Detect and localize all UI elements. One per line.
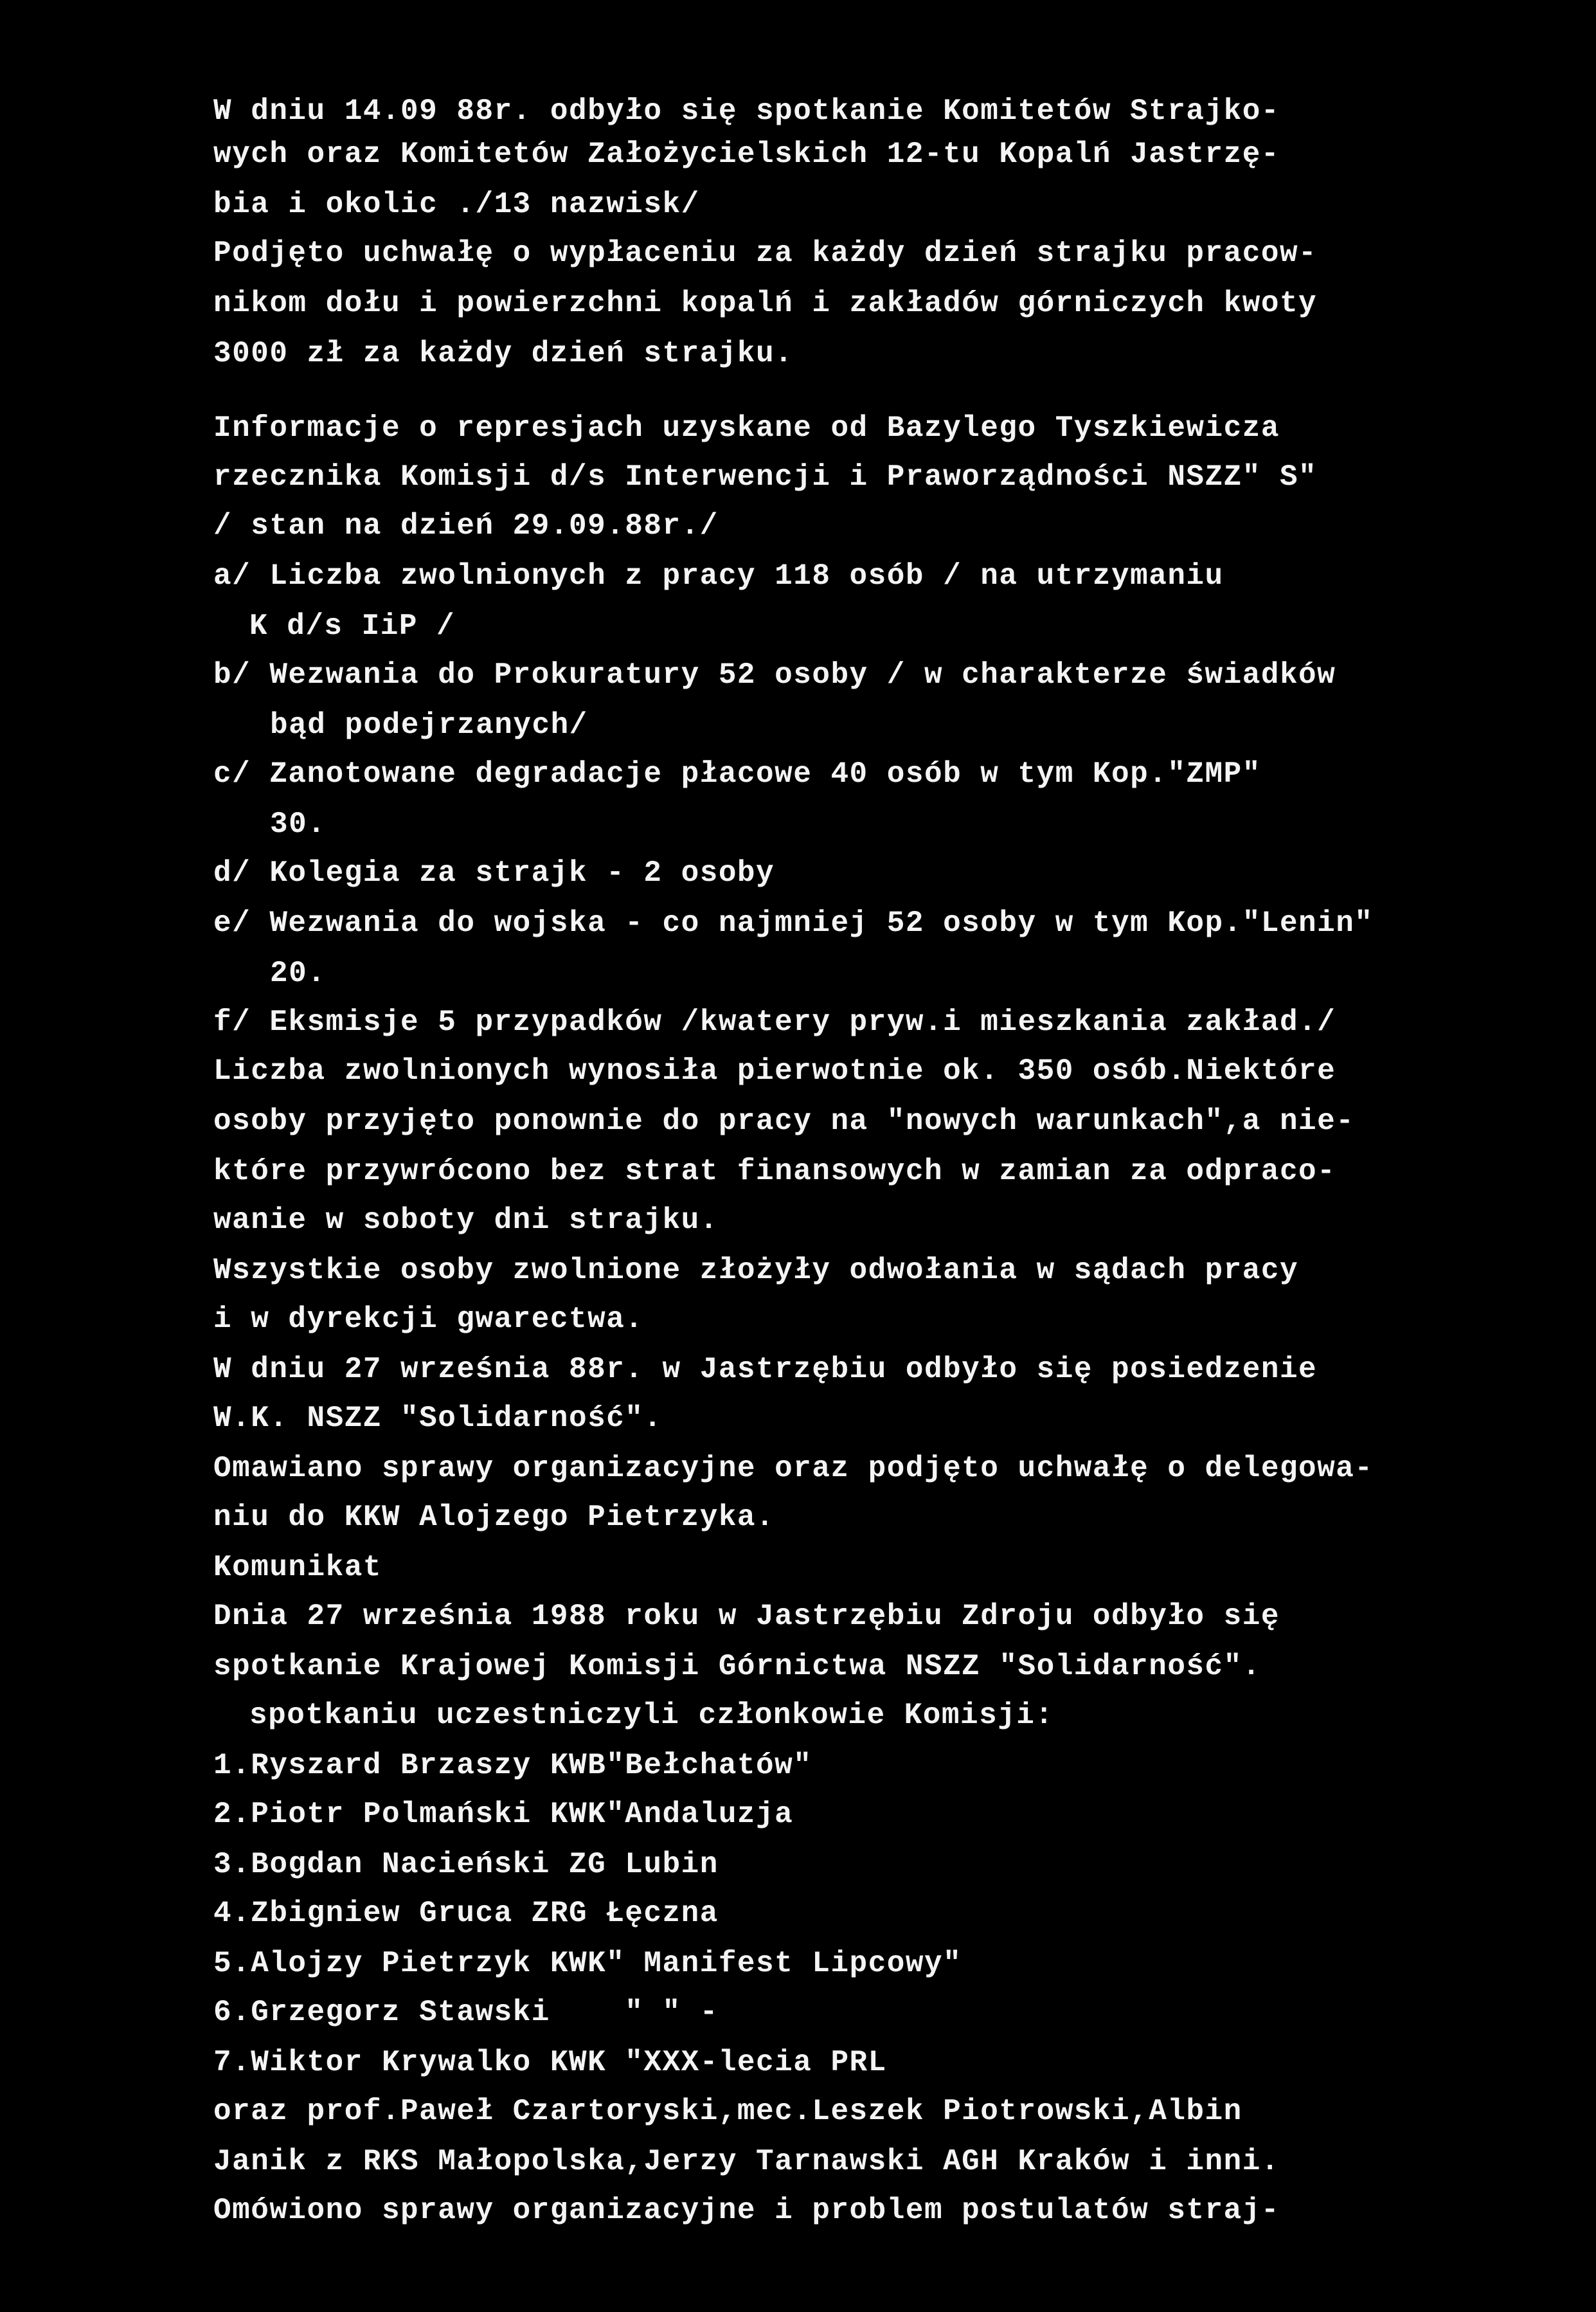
text-line: a/ Liczba zwolnionych z pracy 118 osób / na utrzymaniu [213,559,1224,593]
text-line: e/ Wezwania do wojska - co najmniej 52 osoby w tym Kop."Lenin" [213,907,1374,940]
text-line: d/ Kolegia za strajk - 2 osoby [213,856,775,890]
text-line: Wszystkie osoby zwolnione złożyły odwołania w sądach pracy [213,1254,1299,1287]
text-line: bia i okolic ./13 nazwisk/ [213,188,700,221]
text-line: 3.Bogdan Nacieński ZG Lubin [213,1848,719,1881]
text-line: 6.Grzegorz Stawski " " - [213,1996,719,2029]
text-line: wych oraz Komitetów Założycielskich 12-tu Kopalń Jastrzę- [213,138,1280,171]
text-line: osoby przyjęto ponownie do pracy na "nowych warunkach",a nie- [213,1105,1355,1138]
text-line: Janik z RKS Małopolska,Jerzy Tarnawski AGH Kraków i inni. [213,2145,1280,2178]
text-line: i w dyrekcji gwarectwa. [213,1303,644,1336]
text-line: Omawiano sprawy organizacyjne oraz podjęto uchwałę o delegowa- [213,1452,1374,1485]
text-line: c/ Zanotowane degradacje płacowe 40 osób w tym Kop."ZMP" [213,757,1261,791]
text-line: Podjęto uchwałę o wypłaceniu za każdy dzień strajku pracow- [213,237,1318,270]
text-line: W dniu 14.09 88r. odbyło się spotkanie Komitetów Strajko- [213,95,1280,128]
text-line: które przywrócono bez strat finansowych w zamian za odpraco- [213,1155,1336,1188]
text-line: 30. [270,808,327,841]
text-line: niu do KKW Alojzego Pietrzyka. [213,1501,775,1534]
text-line: Komunikat [213,1551,382,1584]
text-line: spotkanie Krajowej Komisji Górnictwa NSZZ "Solidarność". [213,1650,1261,1683]
text-line: W dniu 27 września 88r. w Jastrzębiu odbyło się posiedzenie [213,1353,1318,1386]
text-line: oraz prof.Paweł Czartoryski,mec.Leszek Piotrowski,Albin [213,2095,1242,2128]
text-line: 2.Piotr Polmański KWK"Andaluzja [213,1798,794,1831]
text-line: bąd podejrzanych/ [270,709,588,742]
text-line: W.K. NSZZ "Solidarność". [213,1402,663,1435]
text-line: / stan na dzień 29.09.88r./ [213,509,719,543]
text-line: 4.Zbigniew Gruca ZRG Łęczna [213,1897,719,1930]
text-line: K d/s IiP / [249,610,456,643]
text-line: 7.Wiktor Krywalko KWK "XXX-lecia PRL [213,2046,887,2079]
text-line: Dnia 27 września 1988 roku w Jastrzębiu Zdroju odbyło się [213,1600,1280,1633]
text-line: f/ Eksmisje 5 przypadków /kwatery pryw.i mieszkania zakład./ [213,1006,1336,1039]
text-line: Liczba zwolnionych wynosiła pierwotnie ok. 350 osób.Niektóre [213,1054,1336,1088]
text-line: wanie w soboty dni strajku. [213,1204,719,1237]
text-line: spotkaniu uczestniczyli członkowie Komisji: [249,1699,1054,1732]
text-line: Informacje o represjach uzyskane od Bazylego Tyszkiewicza [213,411,1280,445]
text-line: 1.Ryszard Brzaszy KWB"Bełchatów" [213,1749,812,1782]
text-line: 20. [270,957,327,990]
text-line: nikom dołu i powierzchni kopalń i zakładów górniczych kwoty [213,287,1318,320]
text-line: 3000 zł za każdy dzień strajku. [213,337,794,370]
text-line: b/ Wezwania do Prokuratury 52 osoby / w charakterze świadków [213,658,1336,692]
text-line: rzecznika Komisji d/s Interwencji i Praworządności NSZZ" S" [213,460,1318,494]
text-line: 5.Alojzy Pietrzyk KWK" Manifest Lipcowy" [213,1947,962,1980]
text-line: Omówiono sprawy organizacyjne i problem postulatów straj- [213,2194,1280,2227]
